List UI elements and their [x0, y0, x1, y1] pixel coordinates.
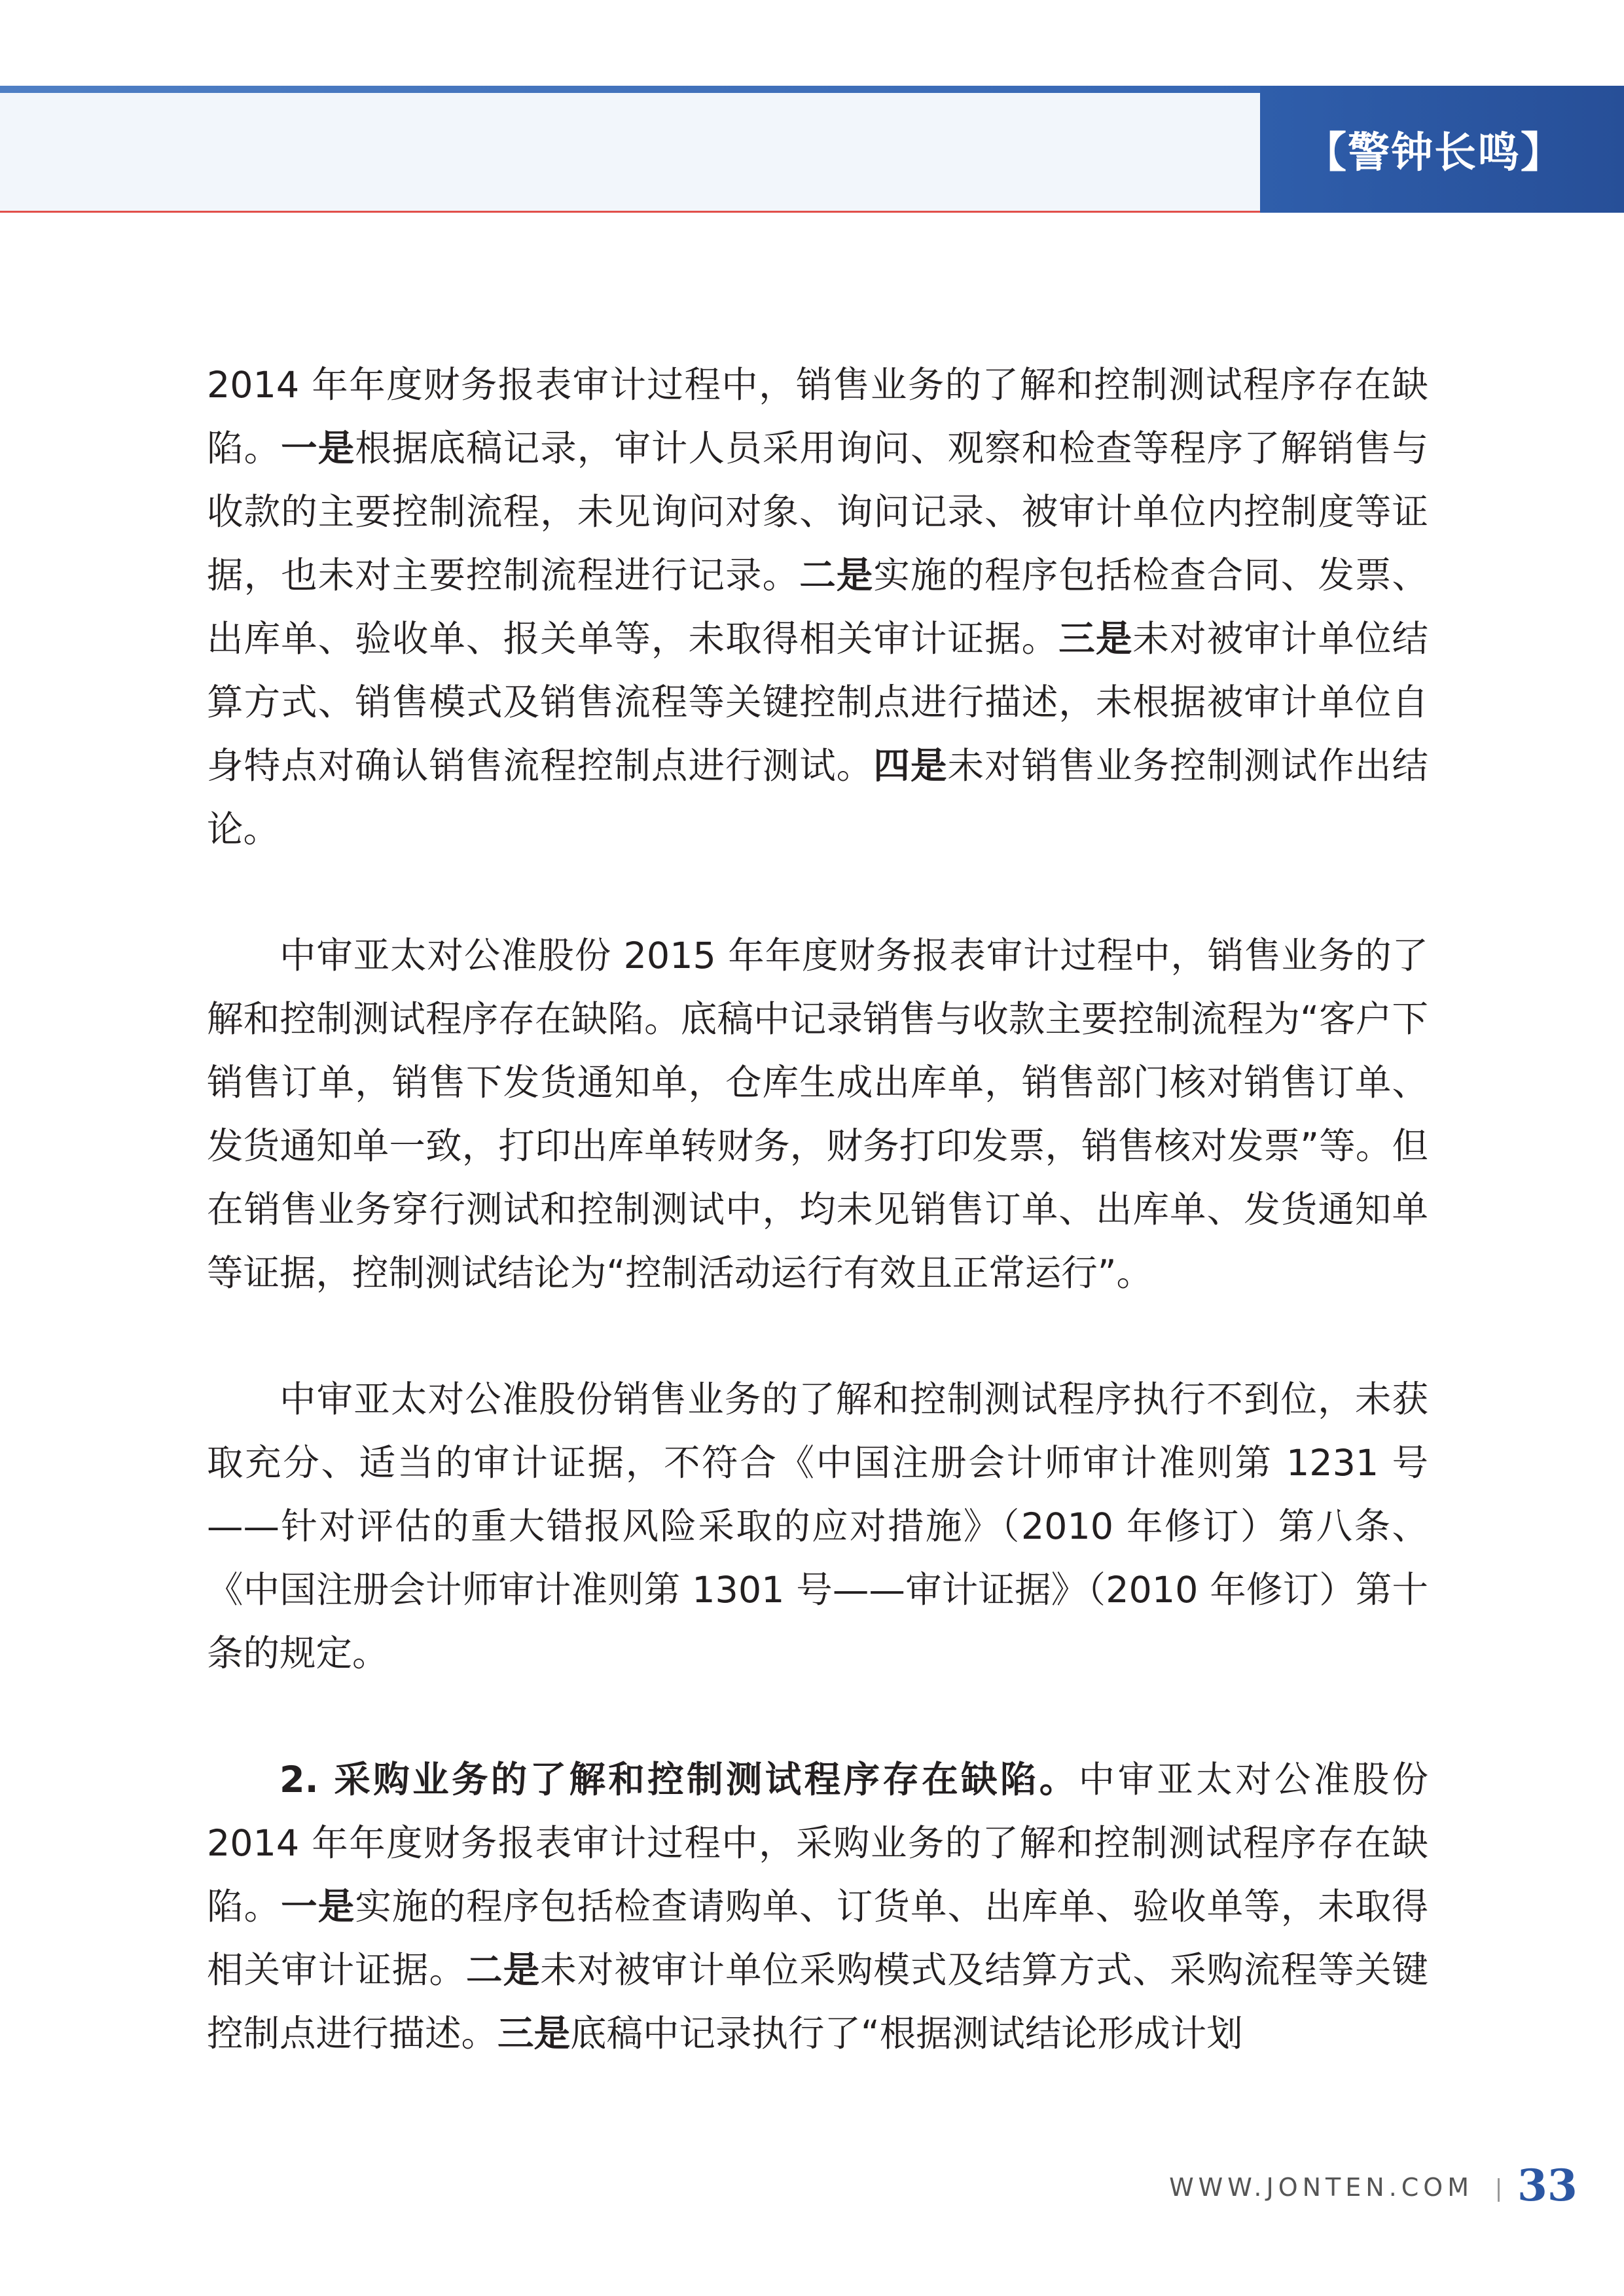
header-red-rule: [0, 211, 1260, 213]
section-heading: 2. 采购业务的了解和控制测试程序存在缺陷。: [280, 1759, 1079, 1801]
footer-divider: [1498, 2178, 1500, 2202]
paragraph-3: 中审亚太对公准股份销售业务的了解和控制测试程序执行不到位，未获取充分、适当的审计证据，不符合《中国注册会计师审计准则第 1231 号——针对评估的重大错报风险采取的应对措施》（2010 年修订）第八条、《中国注册会计师审计准则第 1301 号——审计证据》（2010 年修订）第十条的规定。: [207, 1378, 1428, 1675]
article-body: [207, 353, 1428, 2128]
page-number: 33: [1517, 2160, 1578, 2211]
paragraph-4: 2. 采购业务的了解和控制测试程序存在缺陷。中审亚太对公准股份 2014 年年度财务报表审计过程中，采购业务的了解和控制测试程序存在缺陷。一是实施的程序包括检查请购单、订货单、出库单、验收单等，未取得相关审计证据。二是未对被审计单位采购模式及结算方式、采购流程等关键控制点进行描述。三是底稿中记录执行了“根据测试结论形成计划: [207, 1759, 1428, 2055]
footer-url: WWW.JONTEN.COM: [1169, 2173, 1473, 2202]
header-accent-line: [0, 86, 1260, 93]
paragraph-1: 2014 年年度财务报表审计过程中，销售业务的了解和控制测试程序存在缺陷。一是根据底稿记录，审计人员采用询问、观察和检查等程序了解销售与收款的主要控制流程，未见询问对象、询问记录、被审计单位内控制度等证据，也未对主要控制流程进行记录。二是实施的程序包括检查合同、发票、出库单、验收单、报关单等，未取得相关审计证据。三是未对被审计单位结算方式、销售模式及销售流程等关键控制点进行描述，未根据被审计单位自身特点对确认销售流程控制点进行测试。四是未对销售业务控制测试作出结论。: [207, 364, 1428, 851]
section-tag: 【警钟长鸣】: [1260, 86, 1624, 213]
paragraph-2: 中审亚太对公准股份 2015 年年度财务报表审计过程中，销售业务的了解和控制测试程序存在缺陷。底稿中记录销售与收款主要控制流程为“客户下销售订单，销售下发货通知单，仓库生成出库单，销售部门核对销售订单、发货通知单一致，打印出库单转财务，财务打印发票，销售核对发票”等。但在销售业务穿行测试和控制测试中，均未见销售订单、出库单、发货通知单等证据，控制测试结论为“控制活动运行有效且正常运行”。: [207, 935, 1428, 1295]
